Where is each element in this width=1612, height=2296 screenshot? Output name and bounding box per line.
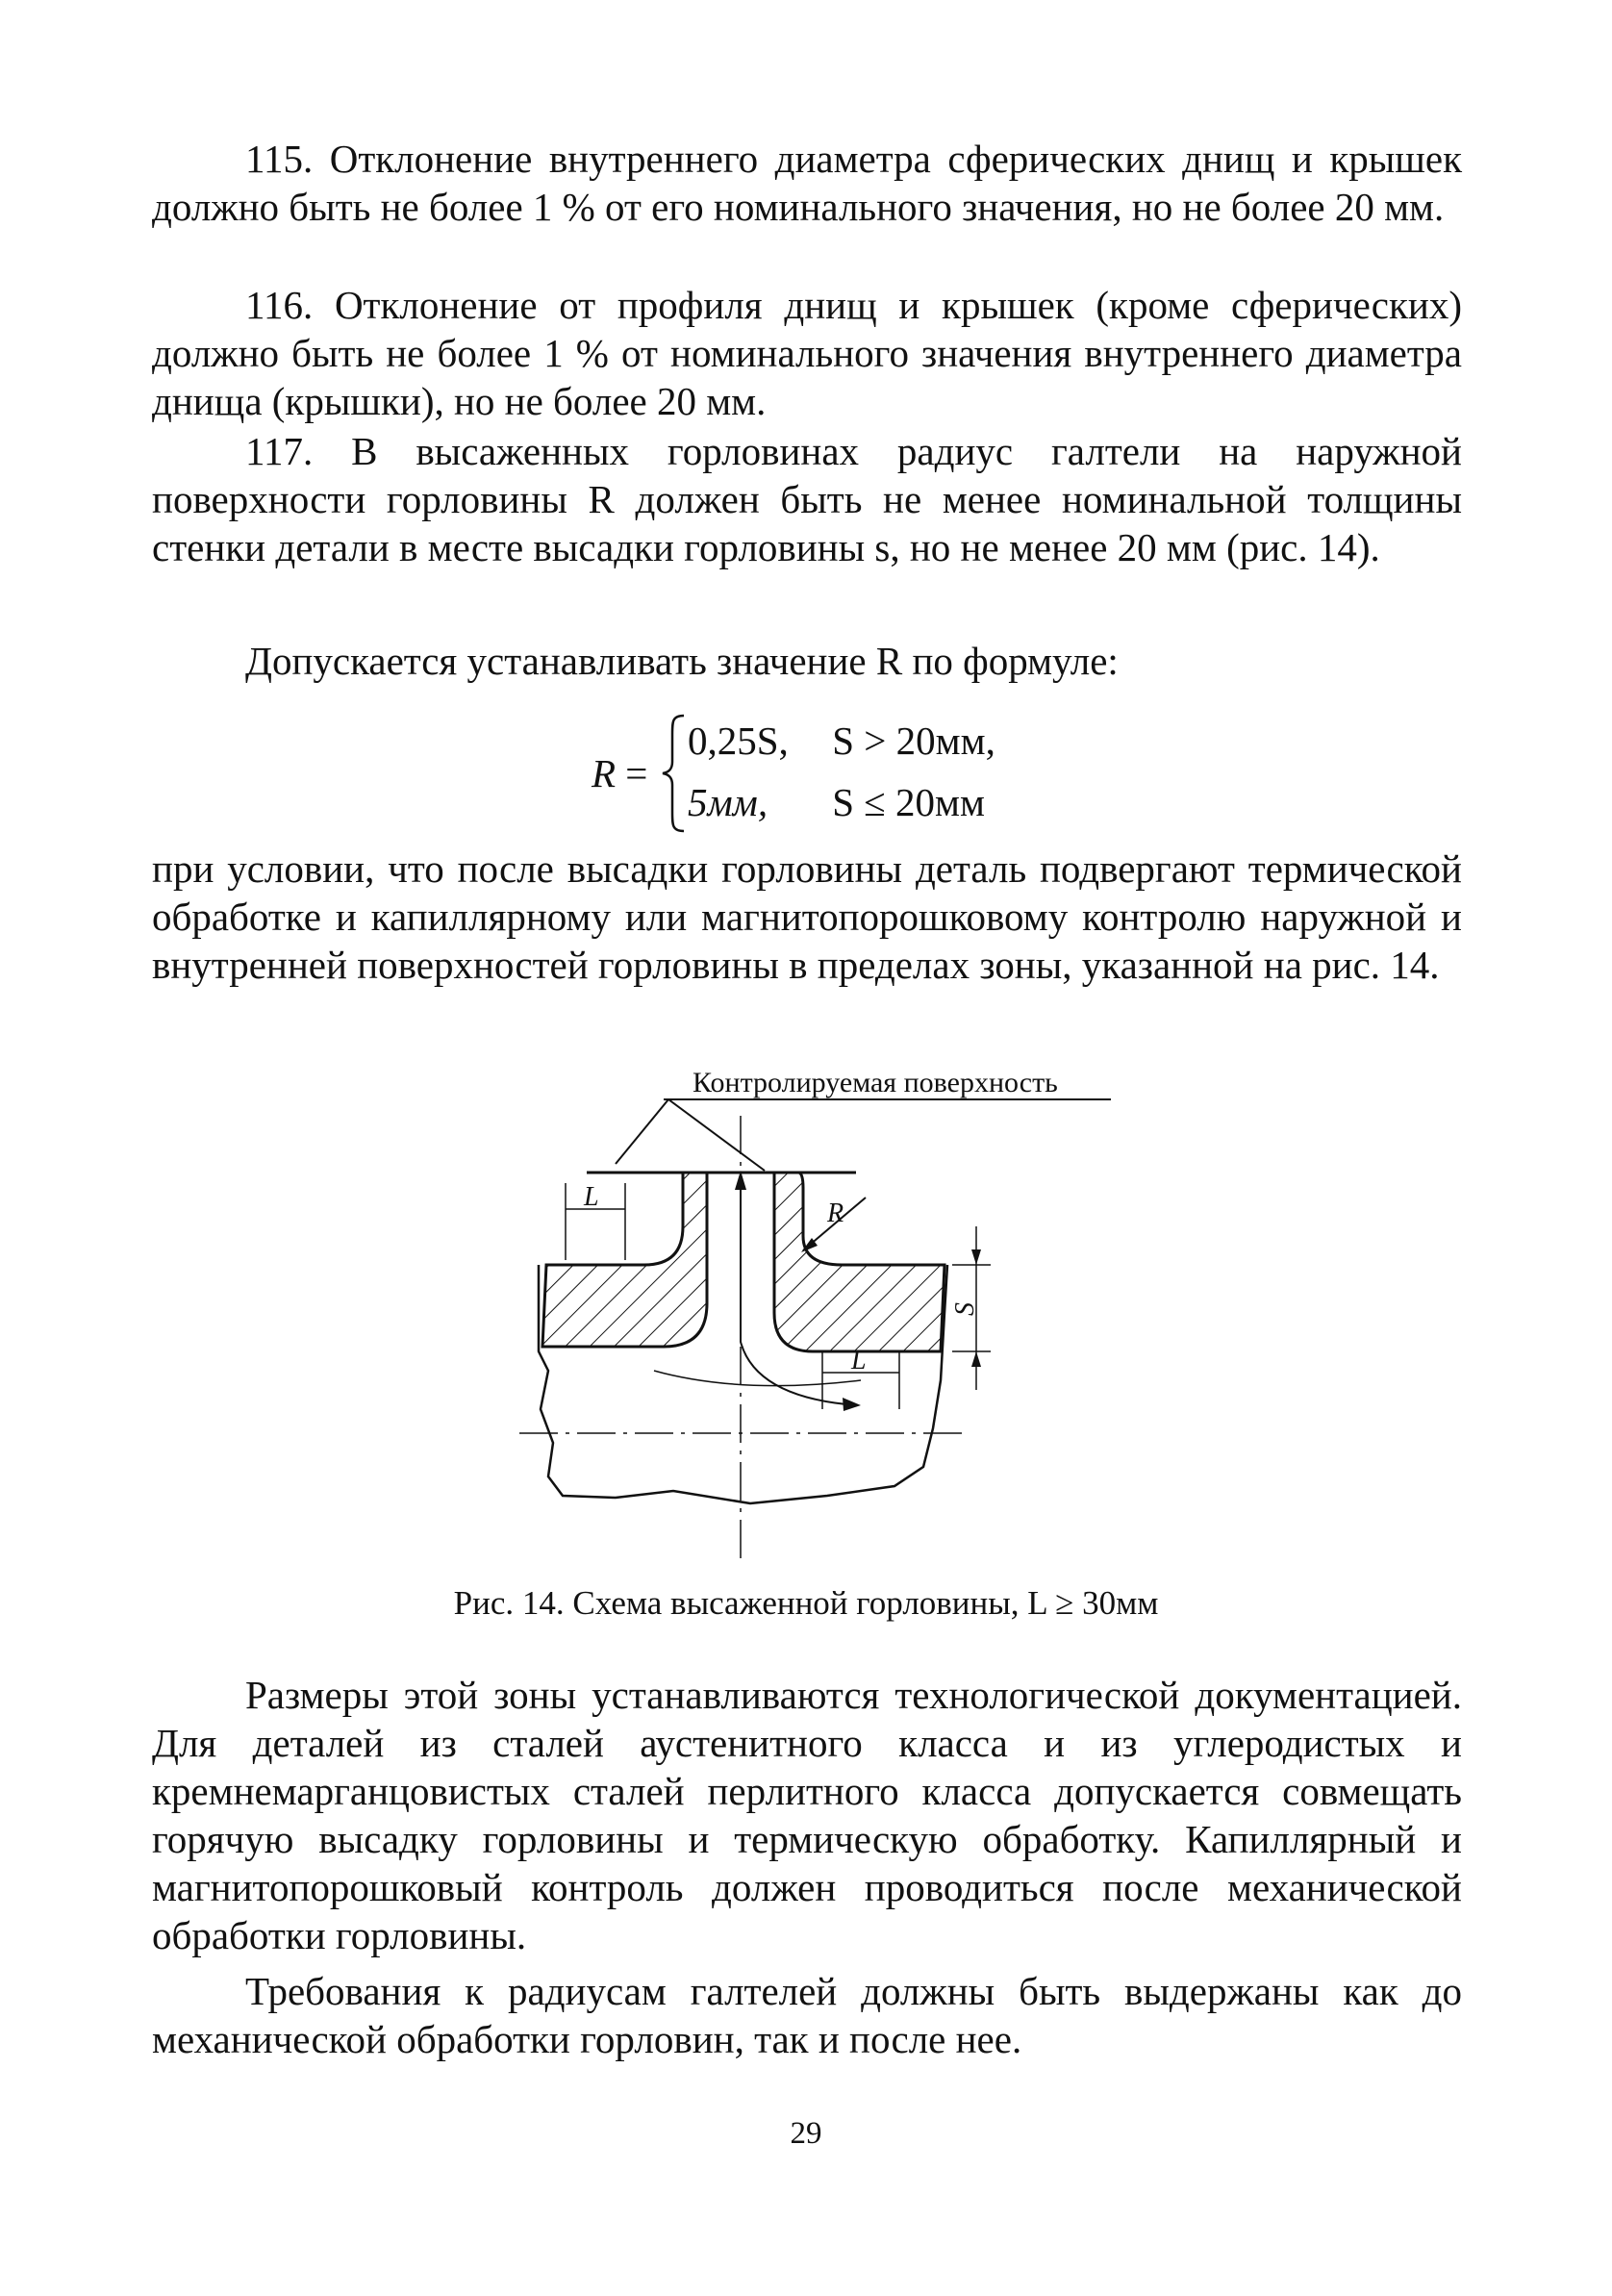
formula-case-1-condition: S > 20мм, [832,719,995,763]
paragraph-116: 116. Отклонение от профиля днищ и крышек (кроме сферических) должно быть не более 1 % от номинального значения внутреннего диаметра днища (крышки), но не более 20 мм. [152,283,1462,423]
label-S: S [950,1302,980,1316]
paragraph-formula-intro: Допускается устанавливать значение R по формуле: [245,639,1119,683]
callout-leader-right [668,1099,765,1171]
dim-s-arrow-1 [971,1249,981,1265]
paragraph-radius: Требования к радиусам галтелей должны быть выдержаны как до механической обработки горловин, так и после нее. [152,1969,1462,2061]
paragraph-condition: при условии, что после высадки горловины деталь подвергают термической обработке и капиллярному или магнитопорошковому контролю наружной и внутренней поверхностей горловины в пределах зоны, указанной на рис. 14. [152,846,1462,987]
formula-case-1 [688,718,995,764]
formula-case-2-condition: S ≤ 20мм [832,780,985,824]
label-R: R [827,1198,844,1228]
formula-equals: = [625,751,648,795]
formula-case-2-value: 5мм, [688,780,768,824]
label-L-right: L [851,1346,867,1375]
callout-label: Контролируемая поверхность [693,1067,1058,1098]
formula-variable: R [592,751,617,795]
formula-brace [659,712,688,835]
paragraph-115: 115. Отклонение внутреннего диаметра сферических днищ и крышек должно быть не более 1 % от его номинального значения, но не более 20 мм. [152,137,1462,229]
paragraph-117: 117. В высаженных горловинах радиус галтели на наружной поверхности горловины R должен быть не менее номинальной толщины стенки детали в месте высадки горловины s, но не менее 20 мм (рис. 14). [152,429,1462,569]
formula-lhs [592,750,647,796]
dim-s-arrow-2 [971,1351,981,1367]
callout-leader-left [616,1099,668,1164]
figure-caption: Рис. 14. Схема высаженной горловины, L ≥ 30мм [453,1584,1159,1622]
page-number: 29 [790,2116,822,2151]
figure-nozzle-diagram [481,1063,1135,1573]
formula-case-2 [688,779,985,825]
label-L-left: L [584,1182,599,1212]
right-wall-section [774,1173,945,1351]
arrow-head-right [843,1398,861,1411]
paragraph-zone: Размеры этой зоны устанавливаются технологической документацией. Для деталей из сталей аустенитного класса и из углеродистых и кремнемарганцовистых сталей перлитного класса допускается совмещать горячую высадку горловины и термическую обработку. Капиллярный и магнитопорошковый контроль должен проводиться после механической обработки горловины. [152,1673,1462,1957]
formula-r [577,712,1039,837]
formula-case-1-value: 0,25S, [688,719,789,763]
